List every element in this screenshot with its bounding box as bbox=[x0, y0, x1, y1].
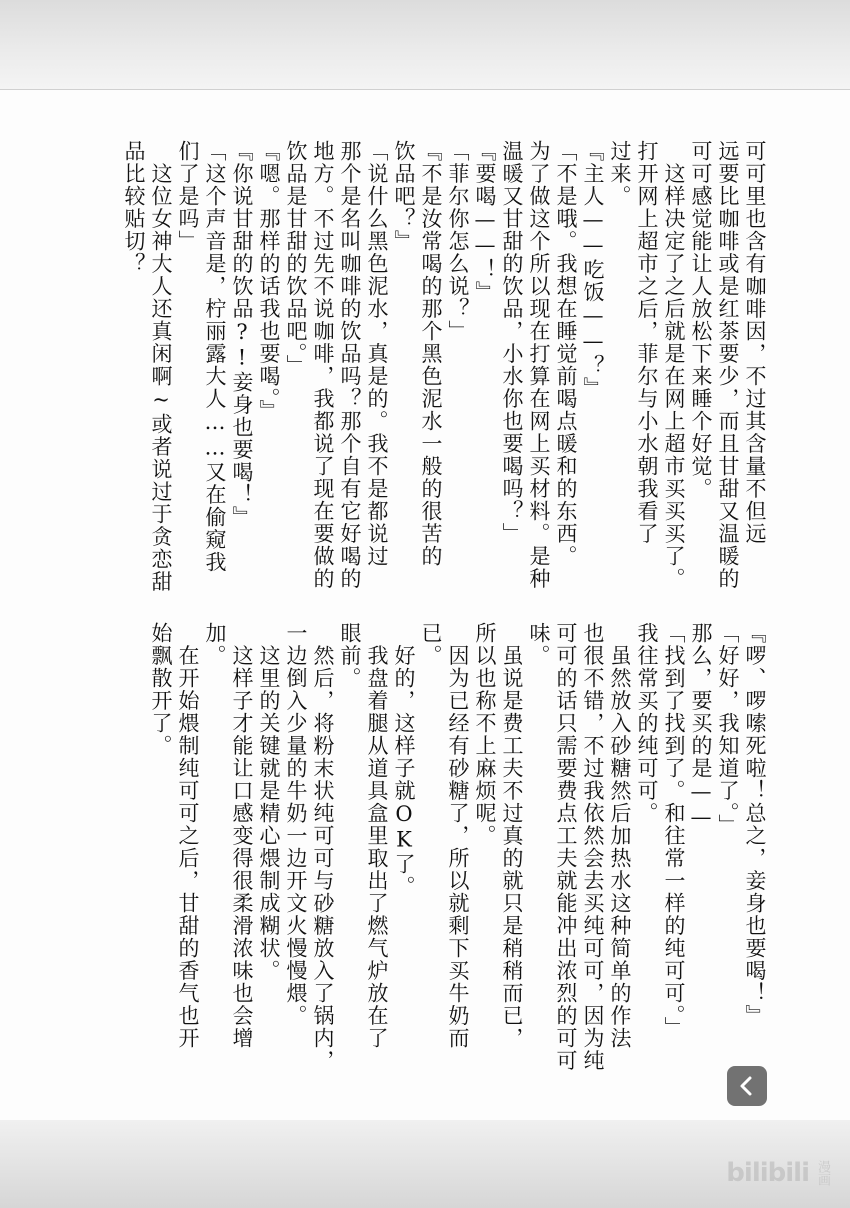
text-column: 可可里也含有咖啡因，不过其含量不但远 bbox=[743, 140, 767, 545]
bilibili-watermark bbox=[726, 1158, 832, 1188]
text-column: 虽然放入砂糖然后加热水这种简单的作法 bbox=[608, 622, 632, 1050]
text-column: 可可感觉能让人放松下来睡个好觉。 bbox=[689, 140, 713, 500]
text-column: 们了是吗」 bbox=[176, 140, 200, 253]
text-column: 饮品是甘甜的饮品吧。」 bbox=[284, 140, 308, 377]
text-column: 为了做这个所以现在打算在网上买材料。是种 bbox=[527, 140, 551, 590]
text-column: 虽说是费工夫不过真的就只是稍稍而已， bbox=[500, 622, 524, 1050]
text-column: 『主人——吃饭——？』 bbox=[581, 140, 605, 400]
text-column: 这位女神大人还真闲啊~或者说过于贪恋甜 bbox=[149, 140, 173, 593]
text-column: 「不是哦。我想在睡觉前喝点暖和的东西。 bbox=[554, 140, 578, 568]
text-column: 『你说甘甜的饮品?!妾身也要喝！』 bbox=[230, 140, 254, 529]
text-column: 『不是汝常喝的那个黑色泥水一般的很苦的 bbox=[419, 140, 443, 568]
back-button[interactable] bbox=[727, 1066, 767, 1106]
text-column: 地方。不过先不说咖啡，我都说了现在要做的 bbox=[311, 140, 335, 590]
text-column: 「找到了找到了。和往常一样的纯可可。」 bbox=[662, 622, 686, 1039]
text-column: 「菲尔你怎么说？」 bbox=[446, 140, 470, 343]
text-column: 然后，将粉末状纯可可与砂糖放入了锅内， bbox=[311, 622, 335, 1072]
top-margin bbox=[0, 0, 850, 90]
text-column: 也很不错，不过我依然会去买纯可可，因为纯 bbox=[581, 622, 605, 1072]
text-column: 始飘散开了。 bbox=[149, 622, 173, 757]
text-column: 「这个声音是，柠丽露大人……又在偷窥我 bbox=[203, 140, 227, 574]
text-column: 这样决定了之后就是在网上超市买买买了。 bbox=[662, 140, 686, 590]
bottom-margin bbox=[0, 1120, 850, 1208]
text-column: 『要喝——！』 bbox=[473, 140, 497, 304]
text-column: 好的，这样子就OK了。 bbox=[392, 622, 416, 898]
text-column: 『啰、啰嗦死啦！总之，妾身也要喝！』 bbox=[743, 622, 767, 1027]
text-column: 那个是名叫咖啡的饮品吗？那个自有它好喝的 bbox=[338, 140, 362, 590]
text-column: 温暖又甘甜的饮品，小水你也要喝吗？」 bbox=[500, 140, 524, 545]
watermark-sub-text: 漫画 bbox=[815, 1160, 830, 1186]
watermark-logo-text: bilibili bbox=[726, 1158, 809, 1188]
text-column: 我往常买的纯可可。 bbox=[635, 622, 659, 825]
text-column: 在开始煨制纯可可之后，甘甜的香气也开 bbox=[176, 622, 200, 1050]
text-column: 过来。 bbox=[608, 140, 632, 208]
text-column: 这样子才能让口感变得很柔滑浓味也会增 bbox=[230, 622, 254, 1050]
chevron-left-icon bbox=[736, 1075, 758, 1097]
text-column: 一边倒入少量的牛奶一边开文火慢慢煨。 bbox=[284, 622, 308, 1027]
text-column: 味。 bbox=[527, 622, 551, 667]
text-column: 我盘着腿从道具盒里取出了燃气炉放在了 bbox=[365, 622, 389, 1050]
text-column: 所以也称不上麻烦呢。 bbox=[473, 622, 497, 847]
text-column: 「好好，我知道了。」 bbox=[716, 622, 740, 837]
text-column: 已。 bbox=[419, 622, 443, 667]
text-column: 打开网上超市之后，菲尔与小水朝我看了 bbox=[635, 140, 659, 545]
text-column: 那么，要买的是—— bbox=[689, 622, 713, 831]
text-column: 远要比咖啡或是红茶要少，而且甘甜又温暖的 bbox=[716, 140, 740, 590]
text-column: 饮品吧？』 bbox=[392, 140, 416, 253]
text-column: 「说什么黑色泥水，真是的。我不是都说过 bbox=[365, 140, 389, 568]
text-column: 『嗯。那样的话我也要喝。』 bbox=[257, 140, 281, 422]
text-column: 因为已经有砂糖了，所以就剩下买牛奶而 bbox=[446, 622, 470, 1050]
text-column: 这里的关键就是精心煨制成糊状。 bbox=[257, 622, 281, 982]
text-column: 眼前。 bbox=[338, 622, 362, 690]
text-column: 品比较贴切？ bbox=[122, 140, 146, 275]
text-column: 可可的话只需要费点工夫就能冲出浓烈的可可 bbox=[554, 622, 578, 1072]
text-column: 加。 bbox=[203, 622, 227, 667]
